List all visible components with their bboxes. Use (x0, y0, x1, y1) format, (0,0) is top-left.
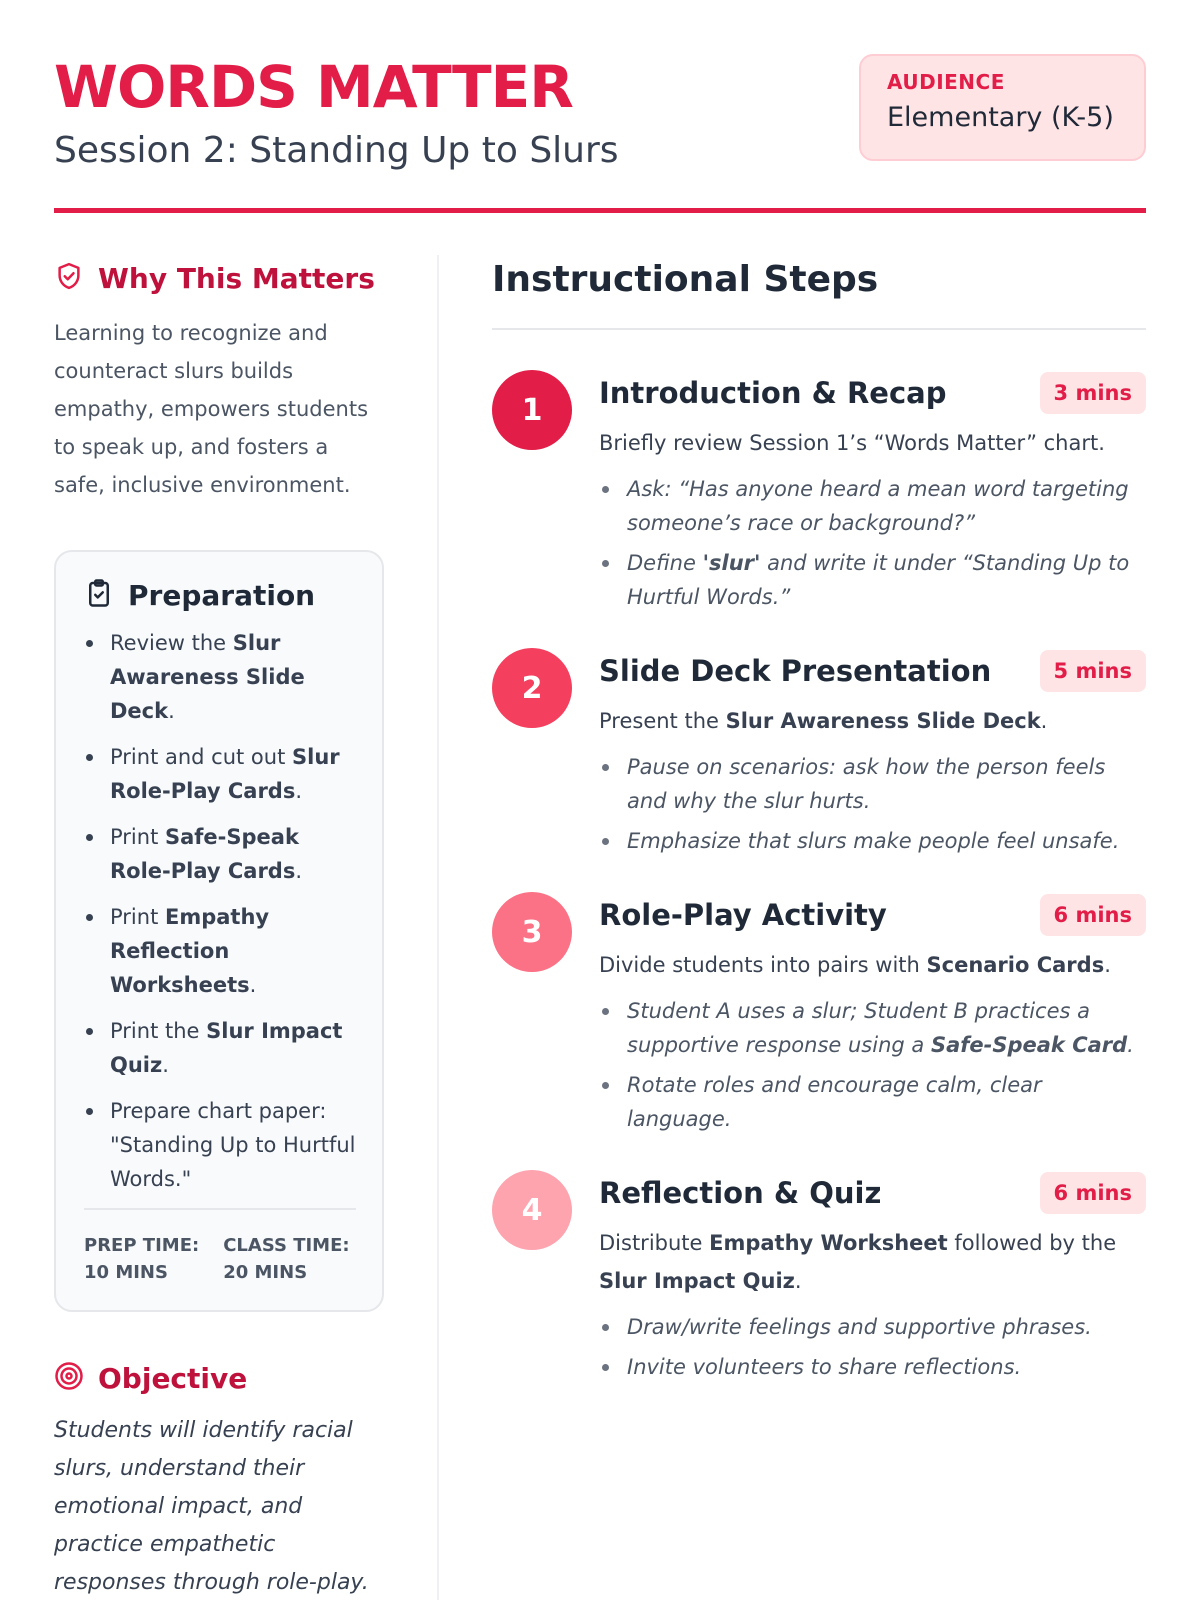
audience-value: Elementary (K-5) (887, 102, 1114, 133)
step-duration-badge: 6 mins (1040, 1172, 1146, 1214)
preparation-card (54, 550, 384, 1312)
step-number-badge: 2 (492, 648, 572, 728)
step-number-badge: 4 (492, 1170, 572, 1250)
step-duration-badge: 6 mins (1040, 894, 1146, 936)
list-item (599, 994, 1146, 1062)
text-run: . (1127, 1033, 1134, 1057)
text-run: Define (627, 551, 703, 575)
text-run: followed by the (947, 1231, 1117, 1255)
step-number-badge: 3 (492, 892, 572, 972)
emphasis-text: Empathy Worksheet (709, 1231, 948, 1255)
class-time: CLASS TIME: 20 MINS (223, 1235, 350, 1283)
step-description (599, 424, 1146, 462)
preparation-heading (84, 578, 356, 612)
steps-title: Instructional Steps (492, 259, 879, 300)
text-run: Draw/write feelings and supportive phrases. (627, 1315, 1092, 1339)
text-run: Briefly review Session 1’s “Words Matter” chart. (599, 431, 1105, 455)
text-run: Invite volunteers to share reflections. (627, 1355, 1022, 1379)
list-item (599, 1068, 1146, 1136)
page-title: WORDS MATTER (54, 53, 573, 121)
objective-heading (54, 1350, 384, 1406)
why-text: Learning to recognize and counteract slurs builds empathy, empowers students to speak up, and fosters a safe, inclusive environment. (54, 321, 369, 497)
step-header (599, 370, 1146, 416)
text-run: . (1040, 709, 1048, 733)
audience-badge (859, 54, 1146, 161)
step-description (599, 702, 1146, 740)
text-run: Pause on scenarios: ask how the person feels and why the slur hurts. (627, 755, 1106, 813)
step-title: Slide Deck Presentation (599, 654, 992, 688)
page-subtitle: Session 2: Standing Up to Slurs (54, 130, 619, 171)
emphasis-text: 'slur' (702, 551, 761, 575)
step-3 (492, 892, 1146, 1136)
emphasis-text: Scenario Cards (926, 953, 1105, 977)
text-run: . (1104, 953, 1111, 977)
step-2 (492, 648, 1146, 858)
steps-list (492, 370, 1146, 1384)
text-run: . (794, 1269, 802, 1293)
emphasis-text: Slur Awareness Slide Deck (725, 709, 1041, 733)
audience-label: AUDIENCE (887, 70, 1005, 94)
step-description (599, 1224, 1146, 1300)
list-item (599, 546, 1146, 614)
list-item (599, 1310, 1146, 1344)
objective-section (54, 1350, 384, 1600)
list-item (599, 824, 1146, 858)
step-bullets (599, 994, 1146, 1136)
step-header (599, 892, 1146, 938)
preparation-title: Preparation (128, 578, 316, 612)
text-run: Student A uses a slur; Student B practices a supportive response using a (627, 999, 1091, 1057)
main-content (492, 250, 1146, 1390)
header (54, 52, 1146, 214)
emphasis-text: Safe-Speak Card (930, 1033, 1128, 1057)
text-run: and write it under “Standing Up to Hurtful Words.” (627, 551, 1130, 609)
clipboard-check-icon (84, 578, 114, 612)
list-item (599, 1350, 1146, 1384)
list-item: Print the Slur Impact Quiz. (84, 1014, 356, 1082)
step-title: Introduction & Recap (599, 376, 947, 410)
step-title: Role-Play Activity (599, 898, 887, 932)
emphasis-text: Slur Impact Quiz (599, 1269, 795, 1293)
prep-time: PREP TIME: 10 MINS (84, 1235, 200, 1283)
list-item (599, 750, 1146, 818)
list-item: Print and cut out Slur Role-Play Cards. (84, 740, 356, 808)
objective-title: Objective (98, 1361, 248, 1395)
text-run: Present the (599, 709, 726, 733)
text-run: Ask: “Has anyone heard a mean word targeting someone’s race or background?” (627, 477, 1129, 535)
shield-check-icon (54, 261, 84, 295)
step-number-badge: 1 (492, 370, 572, 450)
why-title: Why This Matters (98, 261, 375, 295)
target-icon (54, 1361, 84, 1395)
steps-divider (492, 328, 1146, 330)
step-header (599, 1170, 1146, 1216)
preparation-divider (84, 1208, 356, 1210)
header-divider (54, 208, 1146, 213)
step-bullets (599, 1310, 1146, 1384)
step-description (599, 946, 1146, 984)
list-item: Review the Slur Awareness Slide Deck. (84, 626, 356, 728)
objective-text: Students will identify racial slurs, understand their emotional impact, and practice empathetic responses through role-play. (54, 1418, 369, 1595)
list-item: Print Empathy Reflection Worksheets. (84, 900, 356, 1002)
preparation-list (84, 626, 356, 1196)
step-duration-badge: 5 mins (1040, 650, 1146, 692)
why-heading (54, 250, 384, 306)
time-summary (84, 1232, 356, 1286)
step-header (599, 648, 1146, 694)
text-run: Divide students into pairs with (599, 953, 927, 977)
step-duration-badge: 3 mins (1040, 372, 1146, 414)
step-title: Reflection & Quiz (599, 1176, 882, 1210)
step-bullets (599, 750, 1146, 858)
step-1 (492, 370, 1146, 614)
step-bullets (599, 472, 1146, 614)
sidebar (54, 250, 384, 1600)
text-run: Distribute (599, 1231, 710, 1255)
column-divider (437, 255, 439, 1600)
list-item (599, 472, 1146, 540)
list-item: Print Safe-Speak Role-Play Cards. (84, 820, 356, 888)
list-item: Prepare chart paper: "Standing Up to Hurtful Words." (84, 1094, 356, 1196)
text-run: Emphasize that slurs make people feel unsafe. (627, 829, 1120, 853)
step-4 (492, 1170, 1146, 1384)
text-run: Rotate roles and encourage calm, clear language. (627, 1073, 1042, 1131)
